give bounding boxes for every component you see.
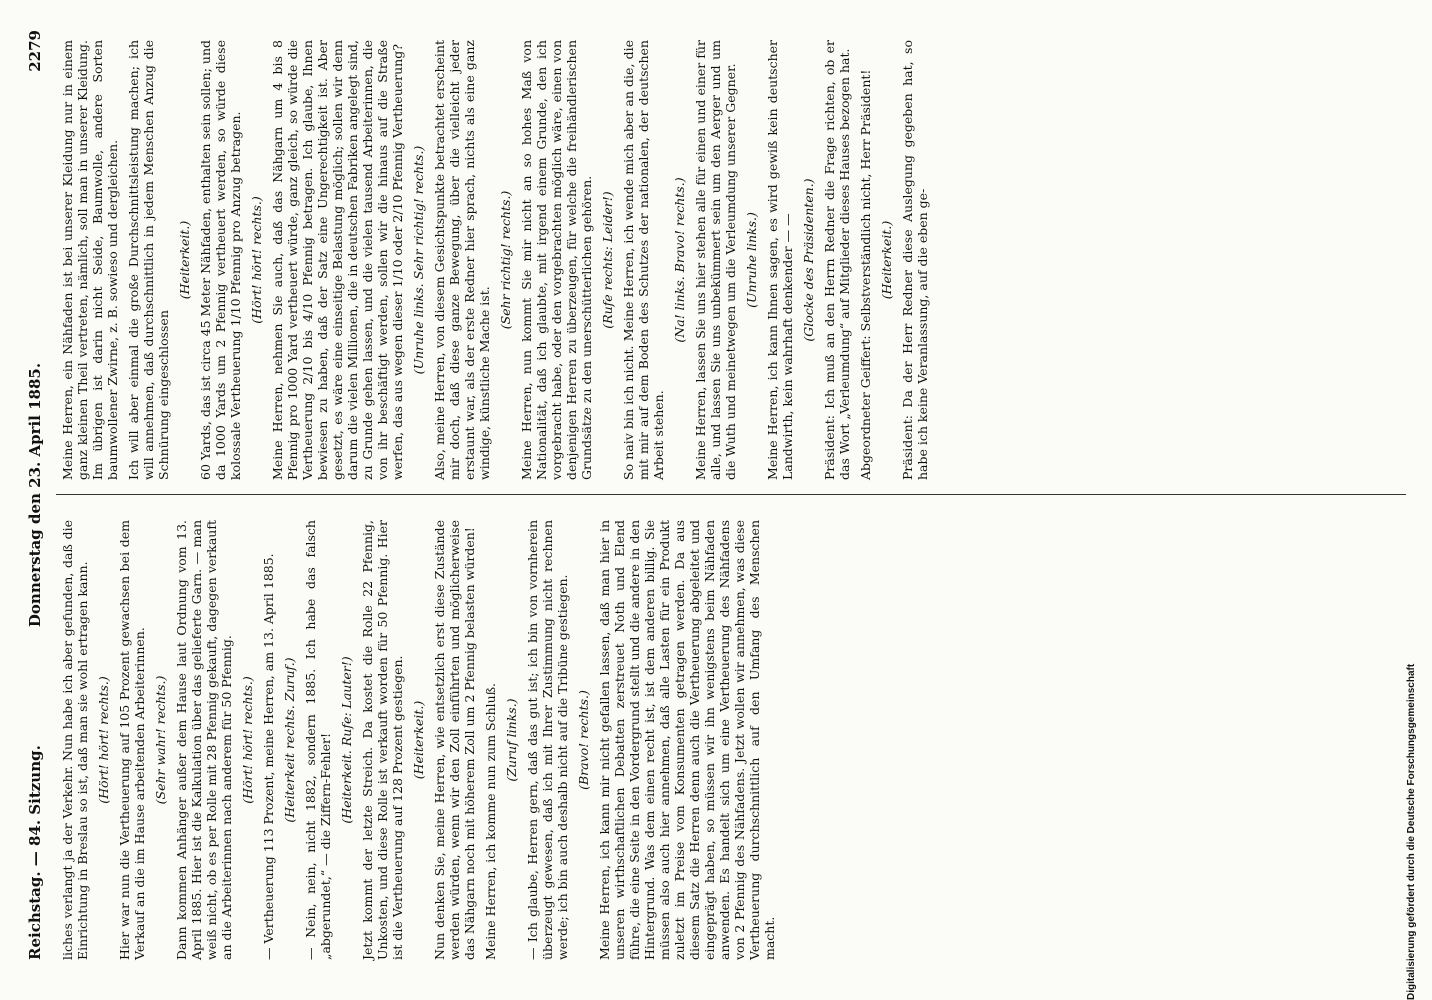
paragraph: (Heiterkeit.) bbox=[879, 220, 894, 300]
column-divider bbox=[56, 494, 1406, 495]
paragraph: (Rufe rechts: Leider!) bbox=[600, 191, 615, 329]
right-column bbox=[60, 40, 936, 480]
paragraph: Meine Herren, ich kann mir nicht gefallen lassen, daß man hier in unseren wirthschaftlichen Debatten zerstreuet Noth und Elend führe, die eine Seite in den Vordergrund stellt und die andere in den Hintergrund. Was dem einen recht ist, ist dem anderen billig. Sie müssen also auch hier annehmen, daß alle Lasten für ein Produkt zuletzt im Preise vom Konsumenten getragen werden. Da aus diesem Satz die Herren denn auch die Vertheuerung abgeleitet und eingeprägt haben, so müssen wir ihn wenigstens beim Nähfaden anwenden. Es handelt sich um eine Vertheuerung des Nähfadens von 2 Pfennig des Nähfadens. Jetzt wollen wir annehmen, was diese Vertheuerung durchschnittlich auf den Umfang des Menschen macht. bbox=[597, 520, 777, 960]
paragraph: Jetzt kommt der letzte Streich. Da kostet die Rolle 22 Pfennig, Unkosten, und diese Rolle ist verkauft worden für 50 Pfennig. Hier ist die Vertheuerung auf 128 Prozent gestiegen. bbox=[360, 520, 405, 960]
paragraph: — Ich glaube, Herren gern, daß das gut ist; ich bin von vornherein überzeugt gewesen, daß ich mit Ihrer Zustimmung nicht rechnen werde; ich bin auch deshalb nicht auf die Tribüne gestiegen. bbox=[525, 520, 570, 960]
paragraph: (Heiterkeit rechts. Zuruf.) bbox=[282, 657, 297, 823]
paragraph: Meine Herren, nun kommt Sie mir nicht an so hohes Maß von Nationalität, daß ich glaubte, mit irgend einem Grunde, den ich vorgebracht habe, oder den vorgebrachten möglich wäre, einen von denjenigen Herren zu überzeugen, für welche die freihändlerischen Grundsätze zu den unerschütterlichen gehören. bbox=[519, 40, 594, 480]
footer-text: Digitalisierung gefördert durch die Deutsche Forschungsgemeinschaft bbox=[1406, 663, 1417, 1000]
paragraph: Ich will aber einmal die große Durchschnittsleistung machen; ich will annehmen, daß durchschnittlich in jedem Menschen Anzug die Schnürung eingeschlossen bbox=[126, 40, 171, 480]
header-left: Reichstag. — 84. Sitzung. bbox=[26, 745, 44, 960]
header-center: Donnerstag den 23. April 1885. bbox=[26, 362, 44, 628]
paragraph: Präsident: Ich muß an den Herrn Redner die Frage richten, ob er das Wort „Verleumdung“ auf Mitglieder dieses Hauses bezogen hat. bbox=[822, 40, 852, 480]
paragraph: (Hört! hört! rechts.) bbox=[96, 676, 111, 804]
paragraph: Meine Herren, lassen Sie uns hier stehen alle für einen und einer für alle, und lassen Sie uns unbekümmert sein um den Aerger und um die Wuth und meinetwegen um die Verleumdung unserer Gegner. bbox=[693, 40, 738, 480]
paragraph: (Zuruf links.) bbox=[504, 698, 519, 782]
paragraph: Also, meine Herren, von diesem Gesichtspunkte betrachtet erscheint mir doch, daß diese ganze Bewegung, über die vielleicht jeder erstaunt war, als der erste Redner hier sprach, nichts als eine ganz windige, künstliche Mache ist. bbox=[432, 40, 492, 480]
paragraph: So naiv bin ich nicht. Meine Herren, ich wende mich aber an die, die mit mir auf dem Boden des Schutzes der nationalen, der deutschen Arbeit stehen. bbox=[621, 40, 666, 480]
paragraph: Nun denken Sie, meine Herren, wie entsetzlich erst diese Zustände werden würden, wenn wir den Zoll einführten und möglicherweise das Nähgarn noch mit höherem Zoll um 2 Pfennig belasten würden! bbox=[432, 520, 477, 960]
paragraph: — Vertheuerung 113 Prozent, meine Herren, am 13. April 1885. bbox=[261, 553, 276, 960]
left-column bbox=[60, 520, 783, 960]
paragraph: — Nein, nein, nicht 1882, sondern 1885. Ich habe das falsch „abgerundet,“ — die Ziffern-Fehler! bbox=[303, 520, 333, 960]
paragraph: (Glocke des Präsidenten.) bbox=[801, 178, 816, 342]
page-header bbox=[26, 30, 48, 960]
paragraph: (Na! links. Bravo! rechts.) bbox=[672, 177, 687, 343]
paragraph: (Hört! hört! rechts.) bbox=[240, 676, 255, 804]
paragraph: Meine Herren, ich komme nun zum Schluß. bbox=[483, 682, 498, 960]
paragraph: 60 Yards, das ist circa 45 Meter Nähfaden, enthalten sein sollen; und da 1000 Yards um 2 Pfennig vertheuert werden, so würde diese kolossale Vertheuerung 1/10 Pfennig pro Anzug betragen. bbox=[198, 40, 243, 480]
paragraph: (Sehr wahr! rechts.) bbox=[153, 675, 168, 805]
paragraph: (Unruhe links. Sehr richtig! rechts.) bbox=[411, 145, 426, 375]
paragraph: (Heiterkeit.) bbox=[177, 220, 192, 300]
paragraph: Dann kommen Anhänger außer dem Hause laut Ordnung vom 13. April 1885. Hier ist die Kalkulation über das gelieferte Garn. — man weiß nicht, ob es per Rolle mit 28 Pfennig gekauft, dagegen verkauft an die Arbeiterinnen nach anderem für 50 Pfennig. bbox=[174, 520, 234, 960]
paragraph: Meine Herren, ich kann Ihnen sagen, es wird gewiß kein deutscher Landwirth, kein wahrhaft denkender — — bbox=[765, 40, 795, 480]
paragraph: Meine Herren, ein Nähfaden ist bei unserer Kleidung nur in einem ganz kleinen Theil vertreten, nämlich, soll man in unserer Kleidung. Im übrigen ist darin nicht Seide, Baumwolle, andere Sorten baumwollener Zwirne, z. B. sowieso und dergleichen. bbox=[60, 40, 120, 480]
paragraph: (Sehr richtig! rechts.) bbox=[498, 190, 513, 330]
paragraph: Hier war nun die Vertheuerung auf 105 Prozent gewachsen bei dem Verkauf an die im Hause arbeitenden Arbeiterinnen. bbox=[117, 520, 147, 960]
page-number: 2279 bbox=[26, 30, 44, 72]
paragraph: (Heiterkeit.) bbox=[411, 700, 426, 780]
paragraph: liches verlangt ja der Verkehr. Nun habe ich aber gefunden, daß die Einrichtung in Breslau so ist, daß man sie wohl ertragen kann. bbox=[60, 520, 90, 960]
paragraph: Abgeordneter Geiffert: Selbstverständlich nicht, Herr Präsident! bbox=[858, 69, 873, 480]
paragraph: (Hört! hört! rechts.) bbox=[249, 196, 264, 324]
paragraph: (Bravo! rechts.) bbox=[576, 690, 591, 790]
paragraph: (Heiterkeit. Rufe: Lauter!) bbox=[339, 656, 354, 824]
paragraph: Meine Herren, nehmen Sie auch, daß das Nähgarn um 4 bis 8 Pfennig pro 1000 Yard vertheuert würde, ganz gleich, so würde die Vertheuerung 2/10 bis 4/10 Pfennig betragen. Ich glaube, Ihnen bewiesen zu haben, daß der Satz eine Ungerechtigkeit ist. Aber gesetzt, es wäre eine einseitige Belastung möglich; sollen wir denn darum die vielen Millionen, die in deutschen Fabriken angelegt sind, zu Grunde gehen lassen, und die vielen tausend Arbeiterinnen, die von ihr beschäftigt werden, sollen wir die hinaus auf die Straße werfen, das aus wegen dieser 1/10 oder 2/10 Pfennig Vertheuerung? bbox=[270, 40, 405, 480]
paragraph: (Unruhe links.) bbox=[744, 212, 759, 308]
footer-strip bbox=[1406, 620, 1430, 1000]
paragraph: Präsident: Da der Herr Redner diese Auslegung gegeben hat, so habe ich keine Veranlassung, auf die eben ge- bbox=[900, 40, 930, 480]
